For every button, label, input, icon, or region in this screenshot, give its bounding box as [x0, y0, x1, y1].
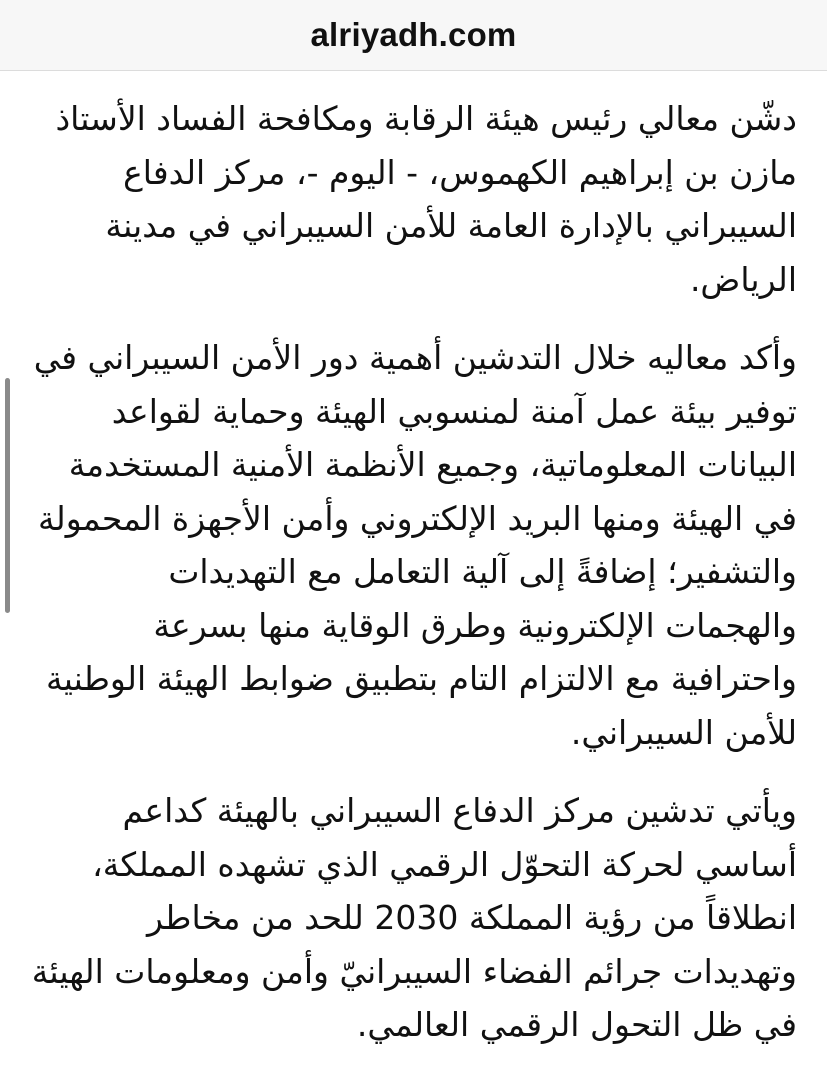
- browser-address-bar[interactable]: [0, 0, 827, 71]
- site-domain[interactable]: alriyadh.com: [310, 16, 517, 53]
- article-body: [30, 92, 797, 1077]
- scrollbar-thumb[interactable]: [5, 378, 10, 613]
- article-paragraph: وأكد معاليه خلال التدشين أهمية دور الأمن السيبراني في توفير بيئة عمل آمنة لمنسوبي الهيئة وحماية لقواعد البيانات المعلوماتية، وجميع الأنظمة الأمنية المستخدمة في الهيئة ومنها البريد الإلكتروني وأمن الأجهزة المحمولة والتشفير؛ إضافةً إلى آلية التعامل مع التهديدات والهجمات الإلكترونية وطرق الوقاية منها بسرعة واحترافية مع الالتزام التام بتطبيق ضوابط الهيئة الوطنية للأمن السيبراني.: [33, 338, 797, 752]
- article-paragraph: ويأتي تدشين مركز الدفاع السيبراني بالهيئة كداعم أساسي لحركة التحوّل الرقمي الذي تشهده المملكة، انطلاقاً من رؤية المملكة 2030 للحد من مخاطر وتهديدات جرائم الفضاء السيبرانيّ وأمن ومعلومات الهيئة في ظل التحول الرقمي العالمي.: [31, 791, 797, 1044]
- article-paragraph: دشّن معالي رئيس هيئة الرقابة ومكافحة الفساد الأستاذ مازن بن إبراهيم الكهموس، - اليوم -، مركز الدفاع السيبراني بالإدارة العامة للأمن السيبراني في مدينة الرياض.: [55, 99, 797, 299]
